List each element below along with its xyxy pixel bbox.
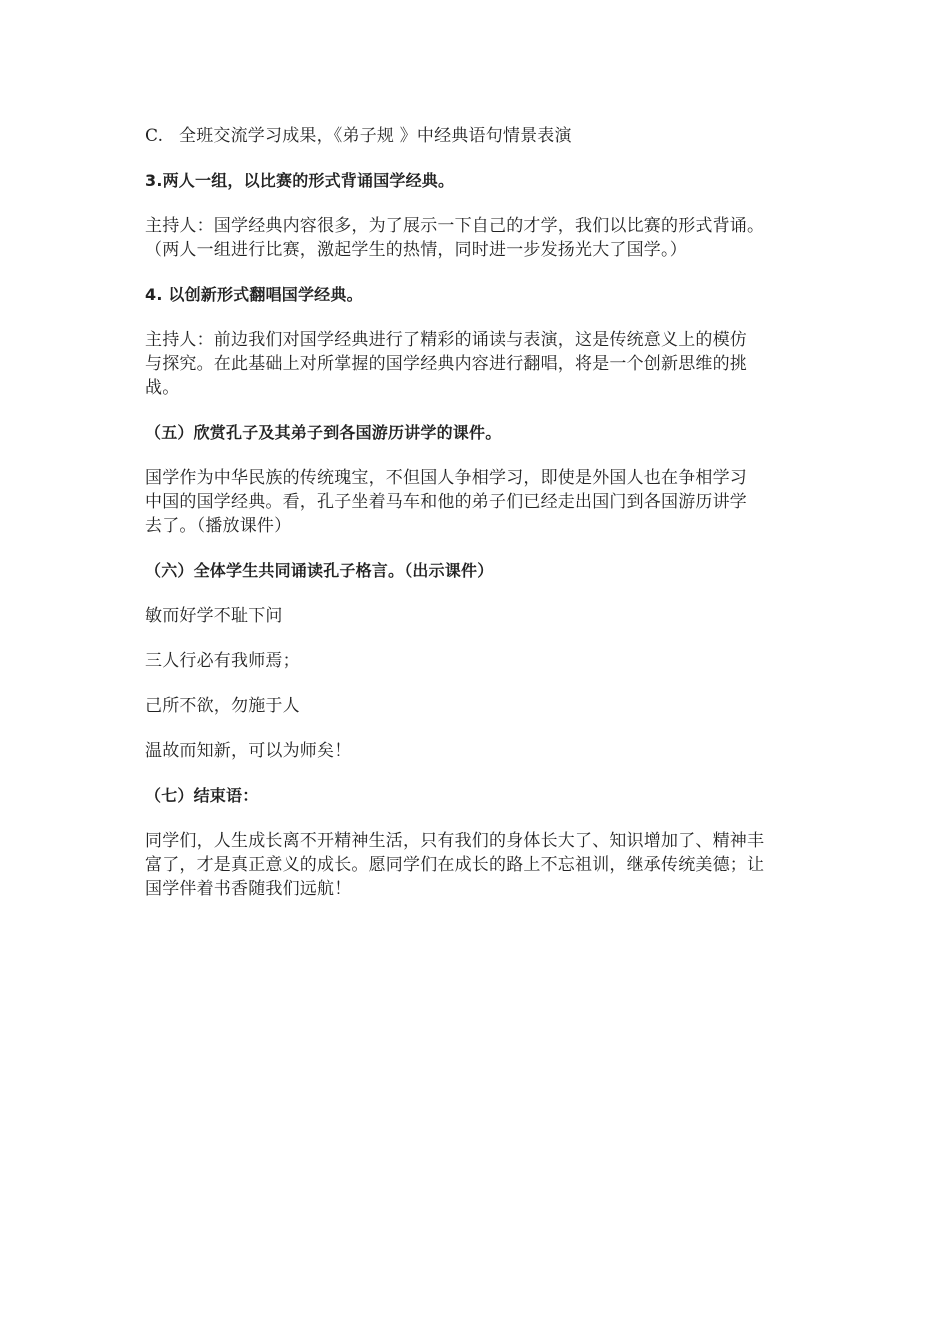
section5-line: 国学作为中华民族的传统瑰宝，不但国人争相学习，即使是外国人也在争相学习 bbox=[145, 468, 747, 488]
section4-heading: 4. 以创新形式翻唱国学经典。 bbox=[145, 285, 363, 304]
quote: 敏而好学不耻下问 bbox=[145, 606, 283, 626]
section7-line: 国学伴着书香随我们远航！ bbox=[145, 879, 352, 899]
section7-body bbox=[145, 829, 810, 901]
section3-line: 主持人：国学经典内容很多，为了展示一下自己的才学，我们以比赛的形式背诵。 bbox=[145, 216, 765, 236]
item-c-marker: C. bbox=[145, 126, 164, 146]
section4-body bbox=[145, 328, 810, 400]
quote: 三人行必有我师焉； bbox=[145, 651, 300, 671]
item-c-paragraph bbox=[145, 124, 810, 148]
section5-line: 去了。（播放课件） bbox=[145, 516, 292, 536]
section5-line: 中国的国学经典。看，孔子坐着马车和他的弟子们已经走出国门到各国游历讲学 bbox=[145, 492, 747, 512]
item-c-text: 全班交流学习成果，《弟子规 》中经典语句情景表演 bbox=[179, 126, 572, 146]
section3-heading: 3.两人一组，以比赛的形式背诵国学经典。 bbox=[145, 171, 455, 190]
section3-line: （两人一组进行比赛，激起学生的热情，同时进一步发扬光大了国学。） bbox=[145, 240, 687, 260]
document-page bbox=[145, 124, 810, 922]
section7-line: 富了，才是真正意义的成长。愿同学们在成长的路上不忘祖训，继承传统美德；让 bbox=[145, 855, 765, 875]
section4-line: 主持人：前边我们对国学经典进行了精彩的诵读与表演，这是传统意义上的模仿 bbox=[145, 330, 747, 350]
section4-line: 与探究。在此基础上对所掌握的国学经典内容进行翻唱，将是一个创新思维的挑 bbox=[145, 354, 747, 374]
section3-body bbox=[145, 214, 810, 262]
section7-heading: （七）结束语： bbox=[145, 786, 259, 805]
section4-line: 战。 bbox=[145, 378, 180, 398]
quote: 己所不欲，勿施于人 bbox=[145, 696, 300, 716]
section5-heading: （五）欣赏孔子及其弟子到各国游历讲学的课件。 bbox=[145, 423, 502, 442]
section7-line: 同学们，人生成长离不开精神生活，只有我们的身体长大了、知识增加了、精神丰 bbox=[145, 831, 765, 851]
quote: 温故而知新，可以为师矣！ bbox=[145, 741, 352, 761]
section6-heading: （六）全体学生共同诵读孔子格言。（出示课件） bbox=[145, 561, 494, 580]
section5-body bbox=[145, 466, 810, 538]
